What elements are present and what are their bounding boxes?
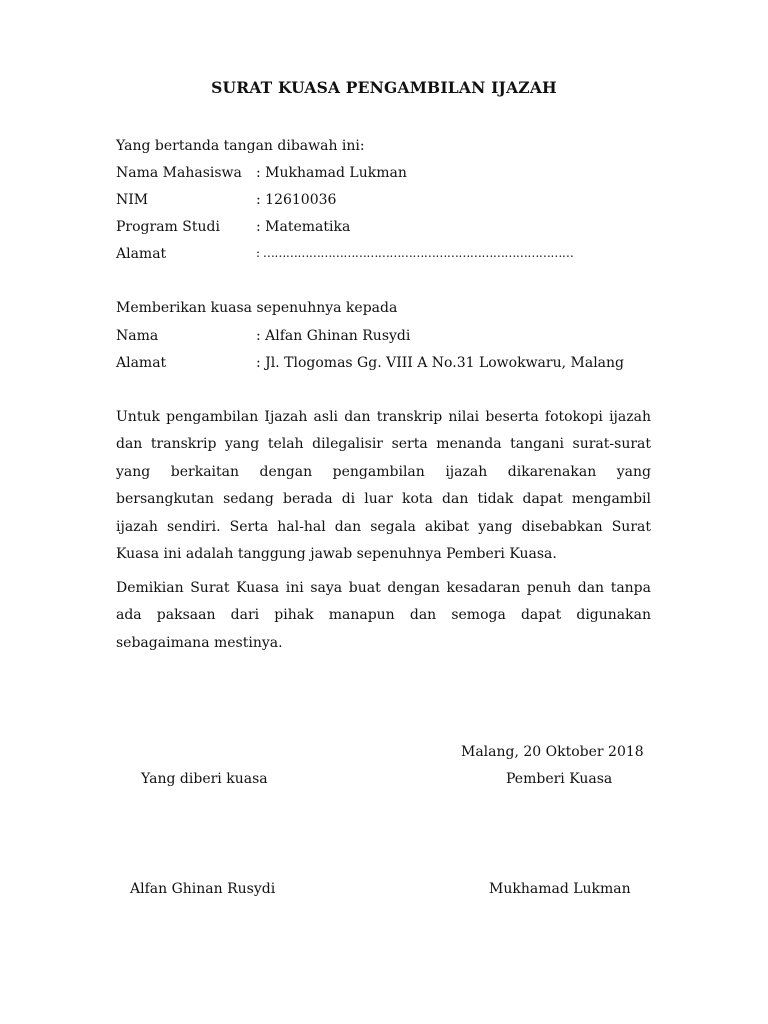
grantor-program-label: Program Studi bbox=[116, 219, 220, 235]
grantee-name-value: : Alfan Ghinan Rusydi bbox=[256, 328, 411, 344]
signature-right-role: Pemberi Kuasa bbox=[506, 771, 613, 787]
grantor-name-value: : Mukhamad Lukman bbox=[256, 165, 407, 181]
grantee-address-label: Alamat bbox=[116, 355, 167, 371]
closing-paragraph: Demikian Surat Kuasa ini saya buat dengan kesadaran penuh dan tanpa ada paksaan dari pihak manapun dan semoga dapat digunakan sebagaimana mestinya. bbox=[116, 580, 651, 651]
signature-left-role: Yang diberi kuasa bbox=[141, 771, 268, 787]
grantor-program-value: : Matematika bbox=[256, 219, 351, 235]
body-paragraph: Untuk pengambilan Ijazah asli dan transkrip nilai beserta fotokopi ijazah dan transkrip yang telah dilegalisir serta menanda tangani surat-surat yang berkaitan dengan pengambilan ijazah dikarenakan yang bersangkutan sedang berada di luar kota dan tidak dapat mengambil ijazah sendiri. Serta hal-hal dan segala akibat yang disebabkan Surat Kuasa ini adalah tanggung jawab sepenuhnya Pemberi Kuasa. bbox=[116, 409, 651, 563]
grantor-name-label: Nama Mahasiswa bbox=[116, 165, 242, 181]
grantor-address-value: : ……………………………………………………………………… bbox=[256, 246, 574, 260]
grantor-nim-label: NIM bbox=[116, 192, 149, 208]
grantee-address-value: : Jl. Tlogomas Gg. VIII A No.31 Lowokwaru, Malang bbox=[256, 355, 624, 371]
signature-right-name: Mukhamad Lukman bbox=[489, 881, 631, 897]
signature-left-name: Alfan Ghinan Rusydi bbox=[130, 881, 276, 897]
intro-text: Yang bertanda tangan dibawah ini: bbox=[116, 138, 365, 154]
grant-intro-text: Memberikan kuasa sepenuhnya kepada bbox=[116, 300, 398, 316]
grantor-address-label: Alamat bbox=[116, 246, 167, 262]
place-date: Malang, 20 Oktober 2018 bbox=[461, 744, 644, 760]
grantor-nim-value: : 12610036 bbox=[256, 192, 337, 208]
document-title: SURAT KUASA PENGAMBILAN IJAZAH bbox=[211, 78, 557, 97]
grantee-name-label: Nama bbox=[116, 328, 159, 344]
